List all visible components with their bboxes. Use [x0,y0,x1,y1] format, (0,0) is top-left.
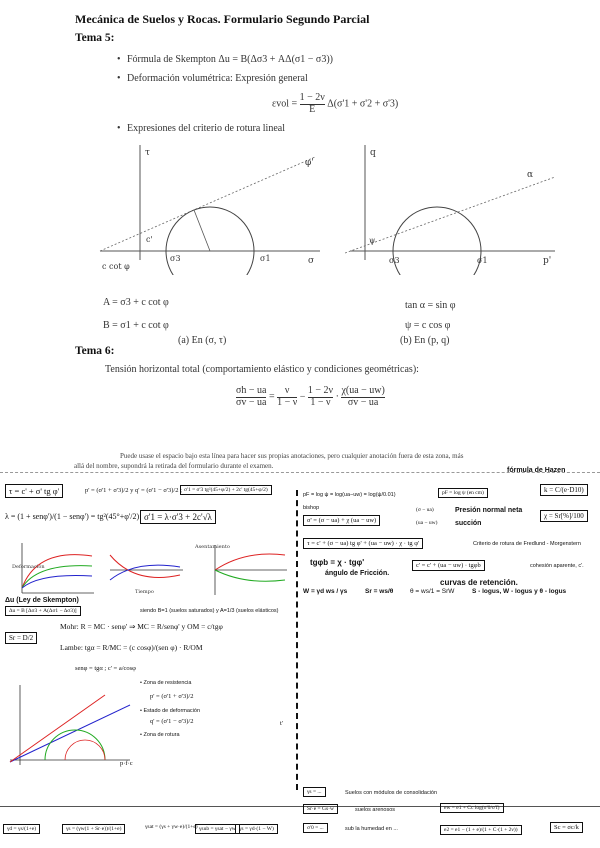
notice-line2: allá del nombre, supondrá la retirada del formulario durante el examen. [74,462,274,470]
ec2-eq: Sr·e = Gs·w [303,804,338,814]
tema5-bullet-skempton: • Fórmula de Skempton Δu = B(Δσ3 + AΔ(σ1 − σ3)) [127,54,333,65]
sp-envelope-blue [10,705,130,762]
bottom-eq-5: γs = γd·(1 − W) [235,824,278,834]
plot3-curve-green [215,570,285,581]
angulo-label: ángulo de Fricción. [325,570,390,577]
plot-deformation [12,538,97,598]
note-sigma1-eq: σ'1 = λ·σ'3 + 2c'√λ [140,510,216,524]
bottom-eq-1: γd = γs/(1+e) [3,824,40,834]
tema6-text: Tensión horizontal total (comportamiento elástico y condiciones geométricas): [105,364,419,375]
plot-settlement [195,540,290,600]
bishop-eq: σ' = (σ − ua) + χ (ua − uw) [303,515,380,526]
succion-eq: (ua − uw) [416,520,438,526]
bottom-eq-3: γsat = (γs + γw·e)/(1+e) [145,824,198,830]
skempton-eq: Δu = B [Δσ3 + A(Δσ1 − Δσ3)] [5,606,81,616]
sigma1-label: σ1 [260,254,271,263]
note-lambda-eq: λ = (1 + senφ')/(1 − senφ') = tg²(45°+φ'/2) [5,512,140,521]
figure-a-caption: (a) En (σ, τ) [178,335,227,346]
lambe-eq: Lambe: tgα = R/MC = (c cosφ)/(sen φ) · R/OM [60,643,203,652]
vertical-divider [296,490,298,790]
bottom-eq-2: γs = (γw(1 + Sr·e))/(1+e) [62,824,125,834]
psi-label: ψ [369,236,376,245]
stress-path-diagram [5,680,135,770]
ec2-label: suelos arenosos [355,807,396,813]
bullet-rotura: • Zona de rotura [140,732,180,738]
sigma3-b-label: σ3 [389,256,400,265]
bullet-resistencia: • Zona de resistencia [140,680,192,686]
sp-envelope-red [10,695,105,762]
plot1-curve-red [22,555,92,588]
eq6-t2-den: 1 − ν [308,397,333,409]
eq6-t2-num: 1 − 2ν [307,385,334,396]
ec4-eq: σ'0 = ... [303,823,328,833]
ec3-eq: ew = e1 + Cc log(σ'0/σ'f) [440,803,504,813]
page-title: Mecánica de Suelos y Rocas. Formulario Segundo Parcial [75,12,370,26]
eq-fraction [300,93,325,115]
eq6-lhs-den: σv − ua [236,396,267,408]
fredlund-eq: τ = c' + (σ − ua) tg φ' + (ua − uw) · χ · tg φ' [303,538,423,549]
relation-eq: senφ = tgα ; c' = a/cosφ [75,665,136,672]
w-eq: W = γd ws / γs [303,588,348,595]
sigma-label: σ [308,256,315,266]
pneta-label: Presión normal neta [455,507,523,514]
kf-line [345,177,555,253]
figure-b-tan-eq: tan α = sin φ [405,300,456,311]
eq-rhs: Δ(σ'1 + σ'2 + σ'3) [327,98,399,110]
ec6-eq: Sc = σc/k [550,822,583,833]
failure-envelope [100,157,315,251]
logus-label: S - logus, W - logus y θ - logus [472,588,567,595]
succion-label: succión [455,520,482,527]
eq6-t1-den: 1 − ν [277,396,298,408]
mohr-circle-a [166,207,254,275]
pf-box: pF = log ψ (en cm) [438,488,488,498]
alpha-label: α [527,170,534,180]
eq6-t3-num: χ(ua − uw) [341,385,385,396]
skempton-title: Δu (Ley de Skempton) [5,597,79,604]
mohr-circle-b [393,207,481,275]
plot3-curve-red [215,554,285,570]
tgphib-eq: tgφb = χ · tgφ' [310,558,365,567]
tema5-heading: Tema 5: [75,32,115,44]
q-label: q [370,148,376,158]
tema5-bullet-volumetric: • Deformación volumétrica: Expresión general [127,73,308,84]
plot2-label: Tiempo [135,589,154,595]
fredlund-label: Criterio de rotura de Fredlund - Morgenstern [473,541,581,547]
eq6-t1-num: ν [284,385,290,396]
eq6-lhs-num: σh − ua [236,385,267,396]
tema6-equation: $\frac{\sigma h - ua}{\sigma v - ua}$ = $\frac{\nu}{1 - \nu}$ − $\frac{1 - 2\nu}{1 - \nu}$ · $\frac{\chi(ua - uw)}{\sigma v - ua}$ [236,385,385,408]
bottom-eq-4: γsub = γsat − γw [195,824,240,834]
phi-label: φ' [305,158,314,168]
plot3-label: Asentamiento [195,544,230,550]
ec4-label: sub la humedad en ... [345,826,398,832]
eq6-t1 [277,386,297,408]
sigma3-label: σ3 [170,254,181,263]
qq-eq: q' = (σ'1 − σ'3)/2 [150,718,194,725]
hazen-eq: k = C/(e·D10) [540,484,588,496]
sigma1-b-label: σ1 [477,256,488,265]
pp-eq: p' = (σ'1 + σ'3)/2 [150,693,194,700]
sr2-eq: Sr = ws/θ [365,588,394,595]
tema5-bullet-criterion: • Expresiones del criterio de rotura lineal [127,123,285,134]
eq6-t2 [308,386,333,408]
plot2-curve-blue [110,565,180,580]
skempton-note: siendo B=1 (suelos saturados) y A=1/3 (suelos elásticos) [140,608,279,614]
pf-eq: pF = log ψ = log(ua−uw) = log(ψ/0.01) [303,492,396,498]
eq6-lhs [236,386,266,408]
eq6-t3 [341,386,384,408]
figure-b-psi-eq: ψ = c cos φ [405,320,451,331]
figure-a-B-eq: B = σ1 + c cot φ [103,320,169,331]
bullet-deformacion: • Estado de deformación [140,708,201,714]
t-label: t' [280,720,283,727]
figure-a-A-eq: A = σ3 + c cot φ [103,297,169,308]
tau-label: τ [145,148,150,158]
bottom-divider [0,806,600,807]
pfc-label: p·f·c [120,760,133,767]
cohesion-label: cohesión aparente, c'. [530,563,584,569]
note-tau-eq: τ = c' + σ' tg φ' [5,484,63,498]
mohr-eq: Mohr: R = MC · senφ' ⇒ MC = R/senφ' y OM = c/tgφ [60,622,223,631]
figure-a-mohr-diagram [90,145,350,275]
p-label: p' [543,256,552,266]
plot1-label: Deformación [12,564,45,570]
note-pq-eq: p' = (σ'1 + σ'3)/2 y q' = (σ'1 − σ'3)/2 ; [85,487,182,494]
volumetric-equation [272,93,398,115]
chi-eq: χ = Sr[%]/100 [540,510,588,522]
eq-num: 1 − 2ν [299,92,325,103]
radius-line [194,210,210,251]
hazen-title: fórmula de Hazen [507,467,566,474]
eq-den: E [300,104,325,116]
bishop-label: bishop [303,505,320,511]
ec1-label: Suelos con módulos de consolidación [345,790,438,796]
curvas-label: curvas de retención. [440,578,518,587]
ec1-eq: γs = ... [303,787,326,797]
ec5-eq: e2 = e1 − (1 + e)/(1 + C·(1 + 2ν)) [440,825,522,835]
c-label: c' [146,235,153,244]
sp-circle-green [45,730,105,760]
pneta-eq: (σ − ua) [416,507,434,513]
eq-lhs: εvol = [272,98,298,110]
tema6-heading: Tema 6: [75,345,115,357]
sp-circle-red [65,740,105,760]
sr-eq: Sr = D/2 [5,632,37,644]
theta-eq: θ = ws/1 = SrW [410,588,455,595]
cohesion-eq: c' = c' + (ua − uw) · tgφb [412,560,485,571]
figure-b-caption: (b) En (p, q) [400,335,450,346]
eq6-t3-den: σv − ua [341,397,384,409]
notice-line1: Puede usase el espacio bajo esta línea para hacer sus propias anotaciones, pero cualquier anotación fuera de esta zona, más [120,452,464,460]
plot-time [105,545,185,595]
figure-b-pq-diagram [345,145,560,275]
ccot-label: c cot φ [102,262,130,271]
note-cond-eq: σ'1 = σ'3 tg²(45+φ/2) + 2c' tg(45+φ/2) [180,485,272,495]
